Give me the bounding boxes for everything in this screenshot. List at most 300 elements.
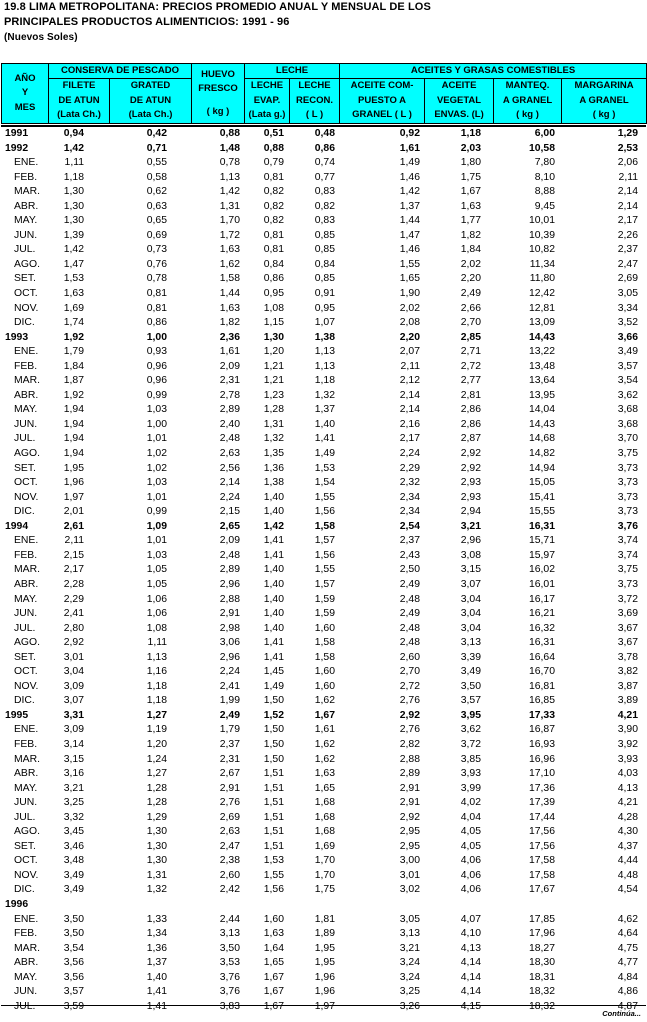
table-cell: 1,00 [146,418,167,430]
header-leche: LECHE [245,64,340,79]
table-cell: 1,63 [219,302,240,314]
table-cell: 3,70 [617,433,638,445]
header-evap [245,79,290,124]
row-month-label: JUL. [14,244,36,256]
table-cell: 1,48 [219,142,240,154]
header-aveg-l2: VEGETAL [436,94,482,106]
table-cell: 1,28 [146,797,167,809]
row-month-label: MAR. [14,564,40,576]
table-cell: 2,07 [399,346,420,358]
table-row [1,258,646,273]
table-cell: 1,41 [146,986,167,998]
table-cell: 1,13 [314,346,335,358]
row-month-label: NOV. [14,302,39,314]
row-month-label: AGO. [14,826,40,838]
table-row [1,418,646,433]
table-cell: 2,42 [219,884,240,896]
table-cell: 10,01 [528,215,555,227]
table-cell: 2,54 [399,520,420,532]
table-cell: 1,18 [146,695,167,707]
table-cell: 2,56 [219,462,240,474]
table-cell: 2,34 [399,506,420,518]
table-cell: 1,57 [314,578,335,590]
row-month-label: ABR. [14,578,39,590]
table-cell: 3,06 [219,637,240,649]
table-cell: 2,01 [63,506,84,518]
table-cell: 2,38 [219,855,240,867]
table-cell: 0,85 [314,273,335,285]
table-cell: 4,44 [617,855,638,867]
table-cell: 3,78 [617,651,638,663]
header-grated-l1: GRATED [130,80,171,91]
table-cell: 0,51 [263,128,284,139]
table-cell: 3,49 [617,346,638,358]
table-cell: 2,37 [617,244,638,256]
table-cell: 1,18 [460,128,481,139]
header-aveg-l1: ACEITE [441,80,477,91]
table-cell: 1,79 [219,724,240,736]
table-cell: 1,51 [263,782,284,794]
table-cell: 2,29 [399,462,420,474]
table-cell [244,898,289,913]
table-cell: 2,96 [219,578,240,590]
table-cell: 1,31 [219,200,240,212]
table-cell: 1,03 [146,404,167,416]
table-cell: 1,62 [314,753,335,765]
table-row [1,505,646,520]
table-cell: 0,62 [146,186,167,198]
table-cell: 1,28 [146,782,167,794]
table-cell: 3,45 [63,826,84,838]
row-month-label: SET. [14,651,36,663]
table-cell: 2,49 [460,288,481,300]
table-year-row [1,898,646,913]
table-cell: 3,07 [63,695,84,707]
table-cell: 1,36 [146,942,167,954]
table-cell: 0,74 [314,157,335,169]
row-month-label: MAR. [14,753,40,765]
table-cell: 17,10 [528,768,555,780]
table-cell: 1,00 [146,331,167,343]
table-cell: 7,80 [534,157,555,169]
table-cell: 4,14 [460,971,481,983]
table-cell: 1,23 [263,389,284,401]
table-cell: 2,20 [399,331,420,343]
table-cell: 1,35 [263,448,284,460]
table-cell: 0,78 [219,157,240,169]
table-year-row [1,520,646,535]
table-row [1,738,646,753]
table-cell: 0,85 [314,229,335,241]
header-recon-l3: ( L ) [305,109,324,121]
table-cell: 2,14 [219,477,240,489]
table-cell: 2,17 [617,215,638,227]
table-cell: 4,87 [617,1000,638,1012]
table-cell: 16,96 [528,753,555,765]
table-row [1,723,646,738]
table-cell: 1,33 [146,913,167,925]
table-cell: 2,67 [219,768,240,780]
row-year-label: 1992 [5,142,29,154]
table-cell: 1,37 [314,404,335,416]
table-cell: 3,31 [63,709,84,721]
header-marg-l2: A GRANEL [579,94,629,106]
table-cell: 0,93 [146,346,167,358]
table-cell: 1,16 [146,666,167,678]
table-cell: 2,50 [399,564,420,576]
header-recon-l2: RECON. [296,94,333,106]
table-cell: 3,49 [63,869,84,881]
header-mes: MES [14,101,36,113]
table-cell: 1,67 [263,986,284,998]
table-cell: 3,49 [63,884,84,896]
table-cell: 3,62 [617,389,638,401]
table-cell: 0,95 [314,302,335,314]
table-cell: 1,49 [399,157,420,169]
table-row [1,171,646,186]
row-month-label: JUL. [14,433,36,445]
table-cell: 13,95 [528,389,555,401]
table-cell: 1,68 [314,811,335,823]
table-cell: 1,47 [63,258,84,270]
table-cell: 4,06 [460,869,481,881]
table-cell: 0,82 [314,200,335,212]
table-row [1,214,646,229]
table-cell: 1,60 [263,913,284,925]
table-cell: 4,37 [617,840,638,852]
table-cell: 18,32 [528,1000,555,1012]
table-cell: 1,68 [314,797,335,809]
row-month-label: FEB. [14,360,38,372]
table-cell: 2,48 [399,622,420,634]
table-cell: 2,24 [399,448,420,460]
table-cell: 1,01 [146,535,167,547]
table-cell: 3,25 [399,986,420,998]
table-cell: 15,05 [528,477,555,489]
table-cell: 1,96 [314,986,335,998]
table-cell: 2,28 [63,578,84,590]
table-cell: 3,57 [617,360,638,372]
table-cell: 3,68 [617,404,638,416]
table-cell: 2,17 [399,433,420,445]
table-cell: 3,24 [399,971,420,983]
table-cell: 2,91 [399,797,420,809]
table-cell: 2,24 [219,666,240,678]
table-cell: 2,96 [460,535,481,547]
table-cell: 1,52 [263,709,284,721]
table-cell: 2,98 [219,622,240,634]
table-cell: 2,61 [63,520,84,532]
table-cell: 3,72 [460,738,481,750]
table-cell: 4,14 [460,957,481,969]
table-cell: 1,63 [263,928,284,940]
row-month-label: OCT. [14,855,38,867]
table-cell: 2,14 [399,404,420,416]
table-cell: 1,24 [146,753,167,765]
table-cell: 3,76 [219,986,240,998]
table-cell: 3,08 [460,549,481,561]
table-cell: 0,58 [146,171,167,183]
table-cell: 0,96 [146,375,167,387]
table-cell: 4,54 [617,884,638,896]
table-cell: 2,92 [63,637,84,649]
table-cell: 16,21 [528,608,555,620]
table-cell: 2,43 [399,549,420,561]
table-cell: 1,82 [219,317,240,329]
table-cell: 2,76 [399,724,420,736]
header-aveg-l3: ENVAS. (L) [434,109,484,121]
table-cell: 1,45 [263,666,284,678]
table-row [1,389,646,404]
table-cell: 1,40 [263,564,284,576]
row-month-label: MAY. [14,215,38,227]
row-month-label: JUN. [14,797,38,809]
table-header [1,63,647,124]
table-cell: 2,14 [399,389,420,401]
table-cell: 2,02 [399,302,420,314]
table-cell: 1,90 [399,288,420,300]
table-cell: 0,71 [146,142,167,154]
table-cell: 3,90 [617,724,638,736]
table-cell: 1,68 [314,826,335,838]
row-month-label: SET. [14,462,36,474]
header-filete [49,79,110,124]
table-cell: 2,76 [399,695,420,707]
table-row [1,782,646,797]
row-month-label: ABR. [14,389,39,401]
table-cell: 2,93 [460,477,481,489]
table-cell: 1,30 [146,840,167,852]
row-month-label: ENE. [14,157,39,169]
table-cell: 1,64 [263,942,284,954]
table-cell: 3,56 [63,971,84,983]
table-units: (Nuevos Soles) [4,32,78,43]
table-cell: 1,74 [63,317,84,329]
row-month-label: DIC. [14,317,35,329]
row-month-label: MAR. [14,942,40,954]
table-cell: 0,76 [146,258,167,270]
table-row [1,316,646,331]
table-cell: 1,41 [263,637,284,649]
table-row [1,272,646,287]
table-row [1,563,646,578]
table-cell: 3,67 [617,637,638,649]
table-cell: 17,44 [528,811,555,823]
table-cell: 1,21 [263,375,284,387]
table-cell: 1,67 [263,971,284,983]
table-cell: 2,92 [399,811,420,823]
row-month-label: MAY. [14,971,38,983]
table-cell: 1,32 [314,389,335,401]
table-cell: 3,34 [617,302,638,314]
header-acom-l3: GRANEL ( L ) [352,109,412,121]
table-cell: 2,78 [219,389,240,401]
table-cell: 11,34 [529,258,555,270]
table-cell [48,898,109,913]
table-cell: 3,05 [617,288,638,300]
table-cell: 1,77 [460,215,481,227]
table-cell: 4,30 [617,826,638,838]
table-cell: 2,49 [399,608,420,620]
table-cell: 0,96 [146,360,167,372]
table-cell: 12,81 [528,302,555,314]
table-cell: 1,96 [63,477,84,489]
table-cell: 8,10 [534,171,555,183]
table-cell: 1,40 [263,608,284,620]
table-cell: 1,97 [314,1000,335,1012]
row-month-label: DIC. [14,506,35,518]
header-recon [290,79,340,124]
table-cell: 3,74 [617,535,638,547]
table-cell: 1,32 [146,884,167,896]
row-month-label: AGO. [14,258,40,270]
table-row [1,345,646,360]
table-cell: 3,13 [460,637,481,649]
table-cell: 3,73 [617,506,638,518]
table-row [1,549,646,564]
table-row [1,883,646,898]
table-cell: 1,84 [460,244,481,256]
row-month-label: MAY. [14,404,38,416]
table-cell: 2,06 [617,157,638,169]
table-cell: 1,67 [460,186,481,198]
table-cell: 4,13 [617,782,638,794]
table-cell: 1,29 [617,128,638,139]
table-cell: 2,11 [618,171,638,183]
table-cell: 2,09 [219,360,240,372]
table-cell: 4,14 [460,986,481,998]
table-cell: 3,57 [63,986,84,998]
table-cell: 1,69 [63,302,84,314]
table-cell: 4,05 [460,826,481,838]
table-cell: 1,50 [263,753,284,765]
table-cell: 2,86 [460,418,481,430]
table-cell: 2,40 [219,418,240,430]
table-cell: 1,65 [263,957,284,969]
table-cell: 0,55 [146,157,167,169]
table-cell: 4,07 [460,913,481,925]
table-cell: 10,58 [528,142,555,154]
row-month-label: MAY. [14,593,38,605]
table-cell: 2,91 [219,782,240,794]
table-cell: 3,13 [219,928,240,940]
table-cell: 1,51 [263,797,284,809]
table-cell: 18,30 [528,957,555,969]
table-cell: 1,29 [146,811,167,823]
table-cell: 2,31 [219,753,240,765]
table-cell: 3,99 [460,782,481,794]
table-cell: 4,84 [617,971,638,983]
table-cell: 1,61 [219,346,240,358]
table-cell: 1,47 [399,229,420,241]
table-cell: 2,03 [460,142,481,154]
table-cell: 1,70 [219,215,240,227]
row-month-label: JUN. [14,229,38,241]
table-cell: 3,73 [617,477,638,489]
table-cell: 17,56 [528,840,555,852]
table-cell: 2,92 [460,448,481,460]
table-cell: 3,73 [617,462,638,474]
table-cell: 0,79 [263,157,284,169]
table-cell: 1,50 [263,738,284,750]
table-cell: 2,91 [399,782,420,794]
table-cell: 3,09 [63,724,84,736]
table-cell: 1,51 [263,811,284,823]
table-cell: 1,40 [263,593,284,605]
header-marg-l1: MARGARINA [574,80,634,91]
table-cell: 1,55 [263,869,284,881]
table-cell: 1,40 [146,971,167,983]
table-cell: 0,91 [314,288,335,300]
table-cell: 1,06 [146,608,167,620]
row-month-label: OCT. [14,666,38,678]
table-cell: 2,37 [219,738,240,750]
header-mant-l2: A GRANEL [502,94,553,106]
table-row [1,694,646,709]
header-aceites: ACEITES Y GRASAS COMESTIBLES [340,64,647,79]
table-cell: 1,30 [146,826,167,838]
table-row [1,360,646,375]
table-cell [109,898,191,913]
row-month-label: ABR. [14,957,39,969]
table-cell: 14,43 [528,331,555,343]
table-cell: 1,42 [63,244,84,256]
header-evap-l2: EVAP. [253,94,281,106]
table-cell: 1,44 [219,288,240,300]
table-cell: 1,42 [263,520,284,532]
header-conserva: CONSERVA DE PESCADO [49,64,192,79]
table-cell: 1,42 [399,186,420,198]
table-row [1,243,646,258]
table-cell: 4,77 [617,957,638,969]
table-cell: 1,41 [314,433,335,445]
table-cell: 2,88 [399,753,420,765]
table-cell: 4,64 [617,928,638,940]
row-month-label: SET. [14,840,36,852]
row-month-label: DIC. [14,884,35,896]
table-cell: 2,48 [399,637,420,649]
table-row [1,753,646,768]
table-cell [424,898,493,913]
table-cell: 3,52 [617,317,638,329]
table-cell: 2,77 [460,375,481,387]
continua-note: Continúa... [602,1009,641,1018]
table-cell: 1,84 [63,360,84,372]
table-cell: 1,94 [63,418,84,430]
table-row [1,447,646,462]
table-cell: 16,70 [528,666,555,678]
table-cell: 3,49 [460,666,481,678]
row-year-label: 1991 [5,128,29,139]
table-cell: 1,03 [146,477,167,489]
table-cell: 1,53 [263,855,284,867]
table-cell: 1,62 [314,695,335,707]
table-cell: 2,49 [399,578,420,590]
table-cell: 3,21 [63,782,84,794]
table-cell: 0,81 [146,288,167,300]
table-row [1,869,646,884]
table-row [1,840,646,855]
table-cell: 0,85 [314,244,335,256]
table-cell: 1,11 [147,637,167,649]
table-cell: 2,92 [399,709,420,721]
table-cell: 2,11 [64,535,84,547]
table-cell: 1,56 [314,549,335,561]
table-cell: 1,97 [63,491,84,503]
table-cell: 1,28 [263,404,284,416]
table-cell: 3,26 [399,1000,420,1012]
row-month-label: NOV. [14,491,39,503]
